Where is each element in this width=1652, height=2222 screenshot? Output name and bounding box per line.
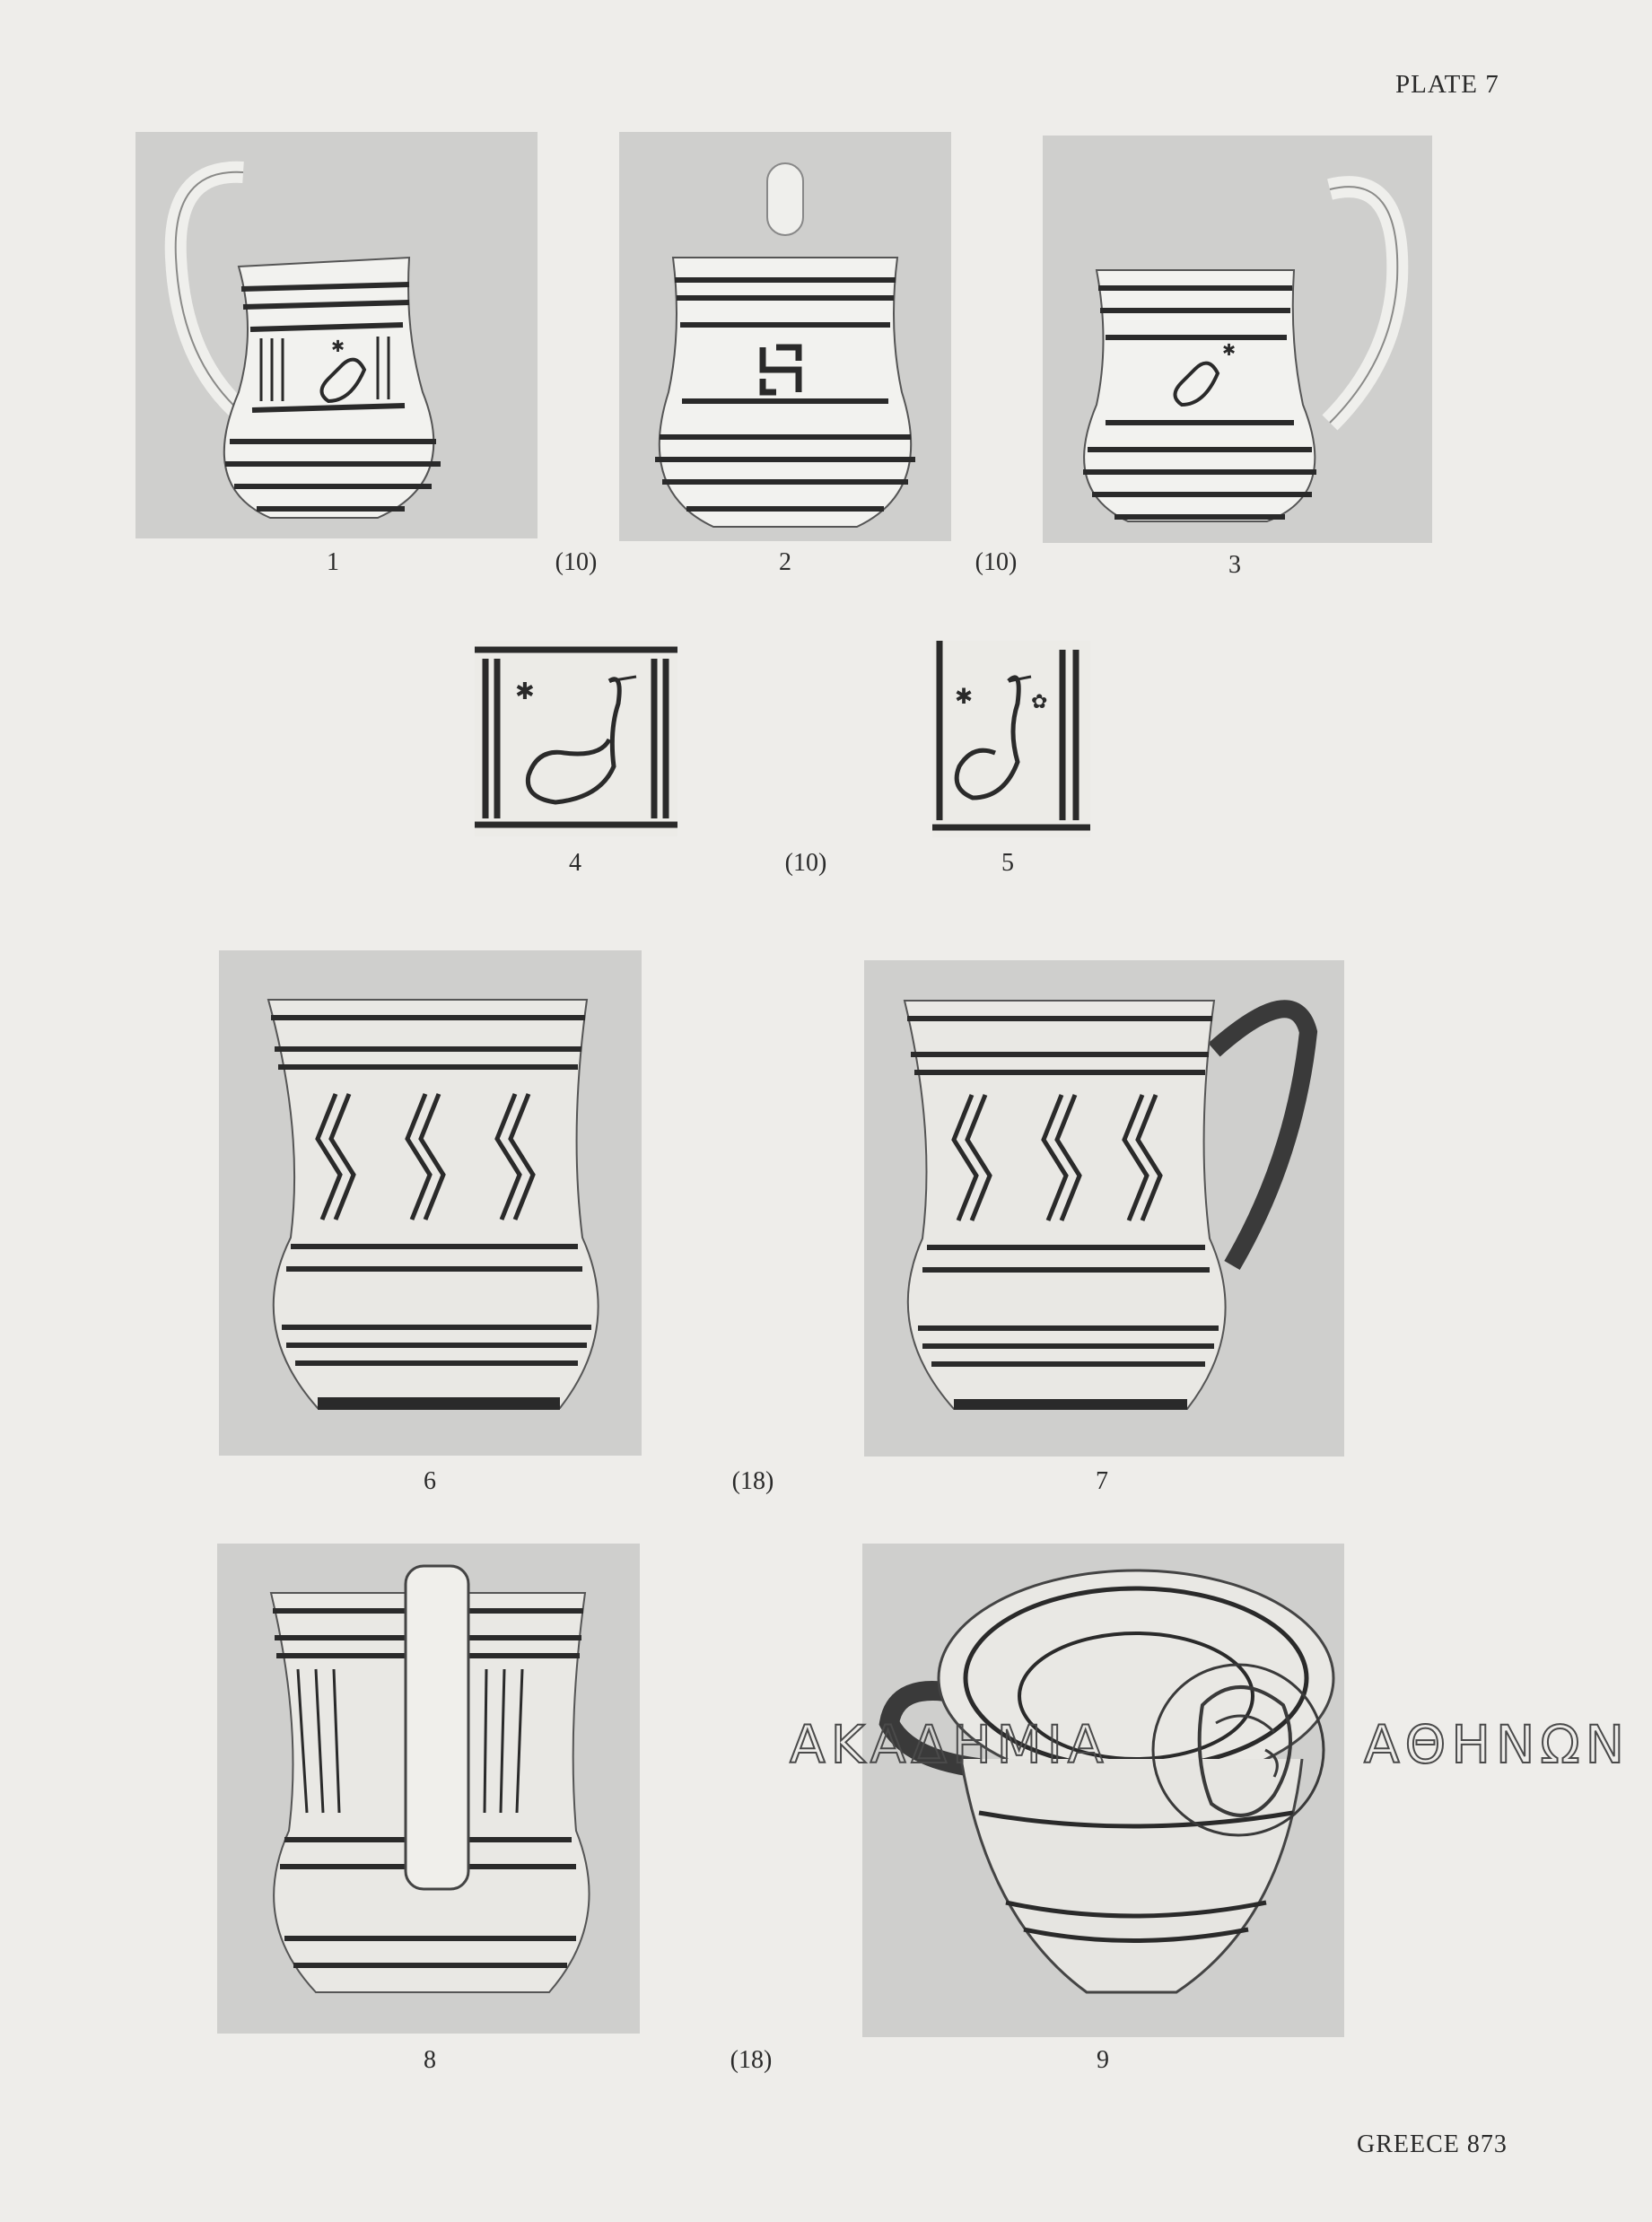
figure-3-photo [1043, 136, 1432, 543]
watermark-text-right: ΑΘΗΝΩΝ [1364, 1714, 1630, 1775]
figure-6-photo [219, 950, 642, 1456]
svg-text:✱: ✱ [955, 686, 974, 709]
scale-label: (18) [731, 1467, 774, 1495]
figure-number: 7 [1096, 1467, 1108, 1495]
scale-label: (10) [555, 548, 598, 576]
svg-text:✿: ✿ [1031, 690, 1048, 713]
page-footer: GREECE 873 [1357, 2130, 1508, 2158]
figure-5-photo [932, 641, 1090, 837]
figure-number: 2 [779, 548, 791, 576]
figure-8-photo [217, 1544, 640, 2034]
figure-1-photo [135, 132, 538, 538]
figure-9-photo [862, 1544, 1344, 2037]
scale-label: (18) [730, 2046, 773, 2074]
scale-label: (10) [975, 548, 1018, 576]
figure-number: 6 [424, 1467, 436, 1495]
figure-4-photo [475, 641, 677, 836]
figure-number: 1 [327, 548, 339, 576]
svg-text:✱: ✱ [515, 678, 535, 704]
figure-number: 9 [1097, 2046, 1109, 2074]
figure-7-photo [864, 960, 1344, 1457]
svg-text:✱: ✱ [331, 337, 345, 355]
figure-number: 3 [1228, 551, 1241, 579]
figure-number: 8 [424, 2046, 436, 2074]
plate-title: PLATE 7 [1395, 70, 1499, 99]
scale-label: (10) [784, 849, 827, 877]
figure-number: 4 [569, 849, 581, 877]
figure-number: 5 [1001, 849, 1014, 877]
svg-text:✱: ✱ [1222, 341, 1237, 359]
figure-2-photo [619, 132, 951, 541]
